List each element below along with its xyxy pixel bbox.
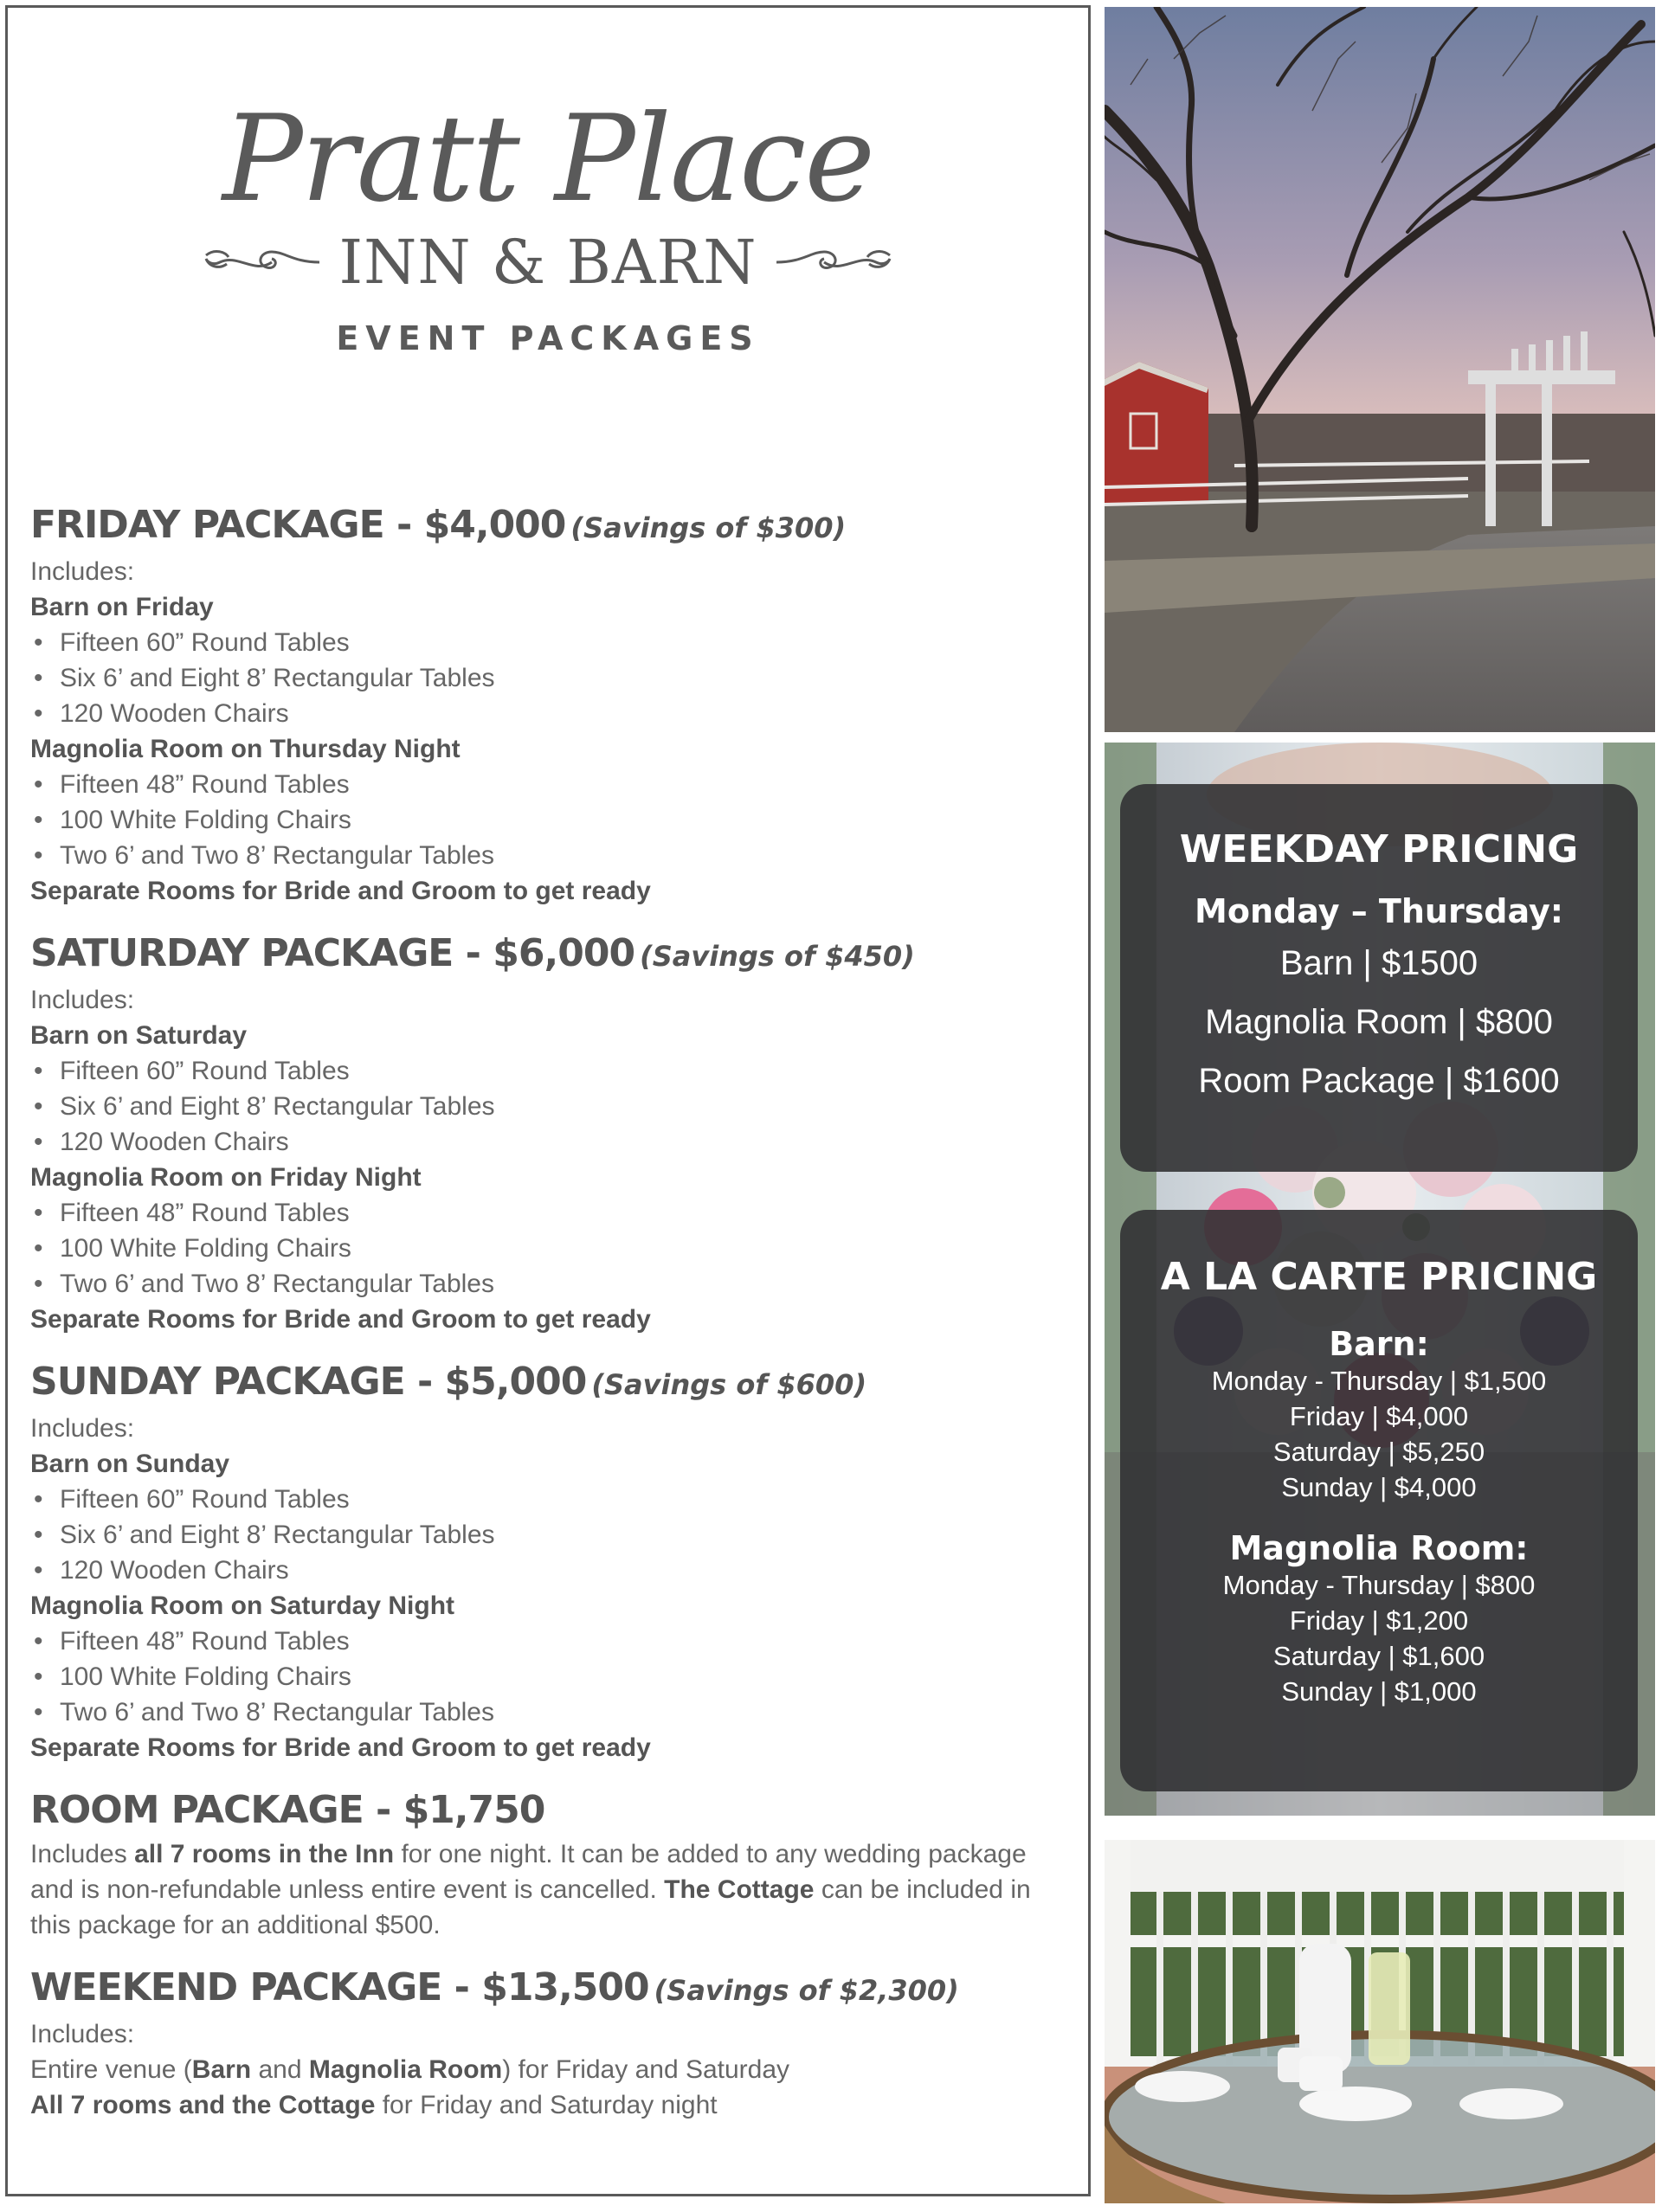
barn-items xyxy=(30,625,1069,731)
list-item: • Fifteen 60” Round Tables xyxy=(30,1482,1069,1517)
includes-label: Includes: xyxy=(30,2020,135,2048)
list-item: • 100 White Folding Chairs xyxy=(30,1231,1069,1266)
list-item: • Six 6’ and Eight 8’ Rectangular Tables xyxy=(30,1089,1069,1124)
pratt-place-logo xyxy=(8,89,1088,357)
room-package-description: Includes all 7 rooms in the Inn for one night. It can be added to any wedding package and is non-refundable unless entire event is cancelled. The Cottage can be included in this package for an additional $500. xyxy=(30,1840,1031,1939)
package-title: ROOM PACKAGE - $1,750 xyxy=(30,1788,545,1832)
includes-label: Includes: xyxy=(30,986,135,1014)
list-item: Sunday | $1,000 xyxy=(1281,1676,1477,1707)
weekday-line-barn: Barn | $1500 xyxy=(1279,944,1478,982)
event-packages-panel xyxy=(5,5,1091,2196)
magnolia-items xyxy=(30,1624,1069,1730)
list-item: • 120 Wooden Chairs xyxy=(30,1124,1069,1160)
list-item: • Fifteen 48” Round Tables xyxy=(30,767,1069,802)
weekday-days: Monday – Thursday: xyxy=(1195,892,1563,930)
magnolia-subheading: Magnolia Room on Thursday Night xyxy=(30,735,461,763)
alacarte-title: A LA CARTE PRICING xyxy=(1160,1255,1598,1299)
extra-line: Separate Rooms for Bride and Groom to get ready xyxy=(30,1733,651,1762)
porch-photo xyxy=(1105,1840,1655,2203)
alacarte-barn-label: Barn: xyxy=(1329,1325,1429,1363)
package-savings: (Savings of $300) xyxy=(570,511,847,544)
list-item: • Two 6’ and Two 8’ Rectangular Tables xyxy=(30,1266,1069,1302)
package-title: SATURDAY PACKAGE - $6,000 xyxy=(30,931,635,975)
barn-subheading: Barn on Friday xyxy=(30,593,214,621)
list-item: • 120 Wooden Chairs xyxy=(30,696,1069,731)
weekday-line-magnolia: Magnolia Room | $800 xyxy=(1205,1003,1553,1041)
list-item: • Fifteen 48” Round Tables xyxy=(30,1624,1069,1659)
barn-items xyxy=(30,1482,1069,1588)
list-item: • 100 White Folding Chairs xyxy=(30,1659,1069,1694)
list-item: • Six 6’ and Eight 8’ Rectangular Tables xyxy=(30,1517,1069,1553)
magnolia-subheading: Magnolia Room on Friday Night xyxy=(30,1163,422,1192)
package-savings: (Savings of $2,300) xyxy=(654,1974,959,2007)
list-item: • Fifteen 60” Round Tables xyxy=(30,1053,1069,1089)
extra-line: Separate Rooms for Bride and Groom to get ready xyxy=(30,877,651,905)
packages-list xyxy=(30,499,1069,2142)
list-item: • Two 6’ and Two 8’ Rectangular Tables xyxy=(30,1694,1069,1730)
list-item: Friday | $4,000 xyxy=(1289,1401,1469,1431)
barn-subheading: Barn on Saturday xyxy=(30,1021,248,1050)
weekday-title: WEEKDAY PRICING xyxy=(1179,827,1579,871)
weekend-package xyxy=(30,1962,1069,2123)
logo-tagline: EVENT PACKAGES xyxy=(336,319,760,357)
barn-subheading: Barn on Sunday xyxy=(30,1450,230,1478)
right-flourish-icon xyxy=(772,245,893,280)
package-title: WEEKEND PACKAGE - $13,500 xyxy=(30,1965,649,2009)
logo-script-text: Pratt Place xyxy=(222,89,874,228)
list-item: • 100 White Folding Chairs xyxy=(30,802,1069,838)
alacarte-magnolia-label: Magnolia Room: xyxy=(1229,1529,1529,1567)
friday-package xyxy=(30,499,1069,909)
left-flourish-icon xyxy=(203,245,324,280)
list-item: Sunday | $4,000 xyxy=(1281,1472,1477,1502)
package-heading xyxy=(30,499,1069,554)
logo-subtitle-row xyxy=(8,228,1088,297)
package-title: FRIDAY PACKAGE - $4,000 xyxy=(30,503,566,547)
package-heading xyxy=(30,928,1069,982)
list-item: Monday - Thursday | $1,500 xyxy=(1211,1366,1547,1396)
weekday-pricing-card xyxy=(1120,784,1638,1172)
list-item: • Two 6’ and Two 8’ Rectangular Tables xyxy=(30,838,1069,873)
package-heading xyxy=(30,1356,1069,1411)
logo-subtitle: INN & BARN xyxy=(338,227,757,298)
list-item: Saturday | $1,600 xyxy=(1272,1641,1485,1671)
list-item: Friday | $1,200 xyxy=(1289,1605,1469,1636)
list-item: Monday - Thursday | $800 xyxy=(1222,1570,1536,1600)
barn-items xyxy=(30,1053,1069,1160)
room-package xyxy=(30,1784,1069,1943)
list-item: • Fifteen 60” Round Tables xyxy=(30,625,1069,660)
sunday-package xyxy=(30,1356,1069,1765)
weekend-line-rooms: All 7 rooms and the Cottage for Friday and Saturday night xyxy=(30,2091,718,2119)
magnolia-subheading: Magnolia Room on Saturday Night xyxy=(30,1591,455,1620)
saturday-package xyxy=(30,928,1069,1337)
package-savings: (Savings of $450) xyxy=(640,940,915,973)
list-item: • Fifteen 48” Round Tables xyxy=(30,1195,1069,1231)
package-savings: (Savings of $600) xyxy=(591,1368,867,1401)
package-title: SUNDAY PACKAGE - $5,000 xyxy=(30,1360,587,1404)
weekday-line-room: Room Package | $1600 xyxy=(1198,1062,1560,1100)
list-item: • Six 6’ and Eight 8’ Rectangular Tables xyxy=(30,660,1069,696)
package-heading xyxy=(30,1962,1069,2016)
list-item: Saturday | $5,250 xyxy=(1272,1437,1485,1467)
magnolia-items xyxy=(30,1195,1069,1302)
extra-line: Separate Rooms for Bride and Groom to get ready xyxy=(30,1305,651,1334)
includes-label: Includes: xyxy=(30,1414,135,1443)
includes-label: Includes: xyxy=(30,557,135,586)
magnolia-items xyxy=(30,767,1069,873)
barn-photo xyxy=(1105,7,1655,732)
list-item: • 120 Wooden Chairs xyxy=(30,1553,1069,1588)
alacarte-pricing-card xyxy=(1120,1210,1638,1791)
weekend-line-venue: Entire venue (Barn and Magnolia Room) for Friday and Saturday xyxy=(30,2055,790,2084)
